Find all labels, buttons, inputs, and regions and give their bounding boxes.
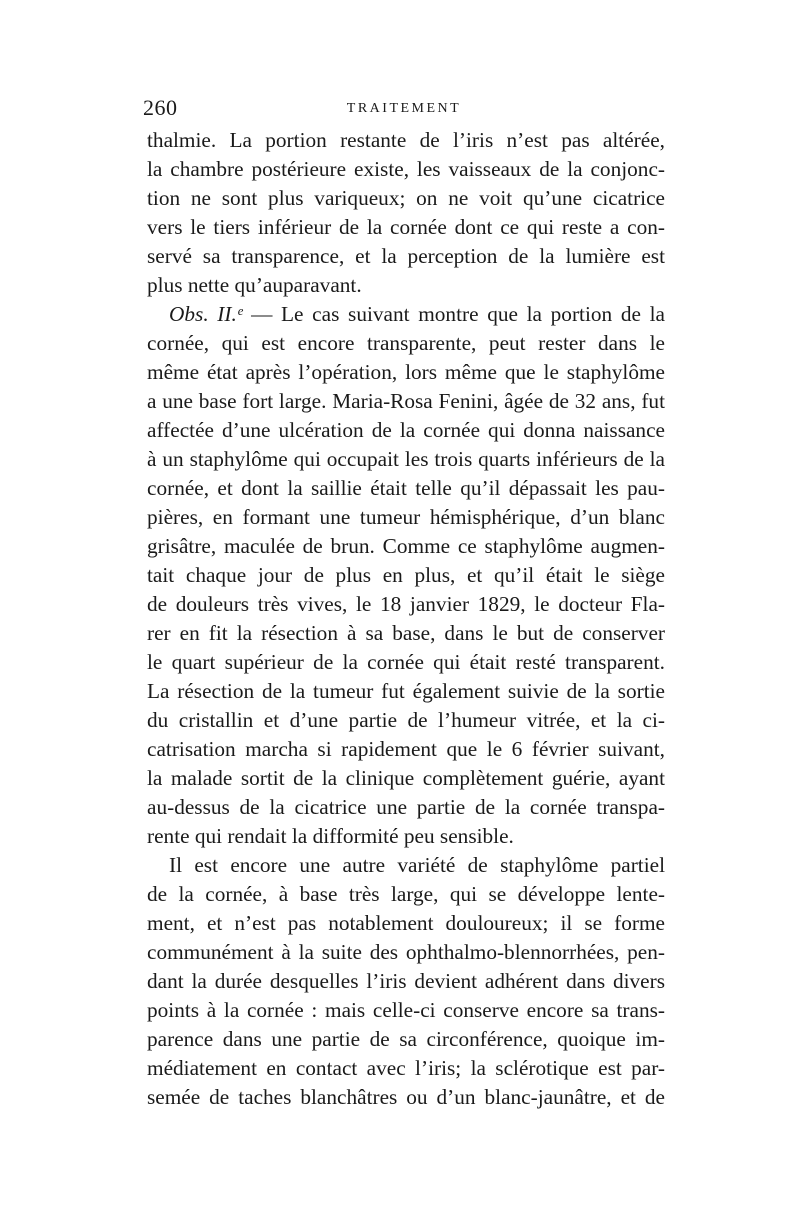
text-line: semée de taches blanchâtres ou d’un blanc-jaunâtre, et de — [147, 1085, 665, 1109]
text-line: rer en fit la résection à sa base, dans le but de conserver — [147, 621, 665, 645]
text-line: la chambre postérieure existe, les vaisseaux de la conjonc- — [147, 157, 665, 181]
text-line: de douleurs très vives, le 18 janvier 1829, le docteur Fla- — [147, 592, 665, 616]
text-line: de la cornée, à base très large, qui se développe lente- — [147, 882, 665, 906]
running-head — [143, 96, 665, 120]
text-line: cornée, et dont la saillie était telle qu’il dépassait les pau- — [147, 476, 665, 500]
text-line: rente qui rendait la difformité peu sensible. — [147, 824, 514, 848]
text-line: parence dans une partie de sa circonférence, quoique im- — [147, 1027, 665, 1051]
text-line: le quart supérieur de la cornée qui était resté transparent. — [147, 650, 665, 674]
text-line: servé sa transparence, et la perception de la lumière est — [147, 244, 665, 268]
text-line: vers le tiers inférieur de la cornée dont ce qui reste a con- — [147, 215, 665, 239]
text-line: dant la durée desquelles l’iris devient adhérent dans divers — [147, 969, 665, 993]
text-line: points à la cornée : mais celle-ci conserve encore sa trans- — [147, 998, 665, 1022]
text-line: ment, et n’est pas notablement douloureux; il se forme — [147, 911, 665, 935]
text-line: a une base fort large. Maria-Rosa Fenini, âgée de 32 ans, fut — [147, 389, 665, 413]
text-line: communément à la suite des ophthalmo-blennorrhées, pen- — [147, 940, 665, 964]
paragraph-observation — [147, 300, 665, 851]
text-line: même état après l’opération, lors même que le staphylôme — [147, 360, 665, 384]
text-line: au-dessus de la cicatrice une partie de la cornée transpa- — [147, 795, 665, 819]
text-line: catrisation marcha si rapidement que le 6 février suivant, — [147, 737, 665, 761]
text-line: La résection de la tumeur fut également suivie de la sortie — [147, 679, 665, 703]
text-line — [147, 300, 665, 329]
text-line: la malade sortit de la clinique complètement guérie, ayant — [147, 766, 665, 790]
body-text — [147, 126, 665, 1112]
paragraph — [147, 851, 665, 1112]
text-line: du cristallin et d’une partie de l’humeur vitrée, et la ci- — [147, 708, 665, 732]
text-line: tion ne sont plus variqueux; on ne voit qu’une cicatrice — [147, 186, 665, 210]
paragraph-continuation — [147, 126, 665, 300]
text-line: thalmie. La portion restante de l’iris n’est pas altérée, — [147, 128, 665, 152]
page-number: 260 — [143, 95, 178, 120]
observation-label: Obs. II.ᵉ — [169, 302, 243, 326]
text-line: médiatement en contact avec l’iris; la sclérotique est par- — [147, 1056, 665, 1080]
running-title: TRAITEMENT — [346, 101, 462, 116]
text-line: cornée, qui est encore transparente, peut rester dans le — [147, 331, 665, 355]
text-line: Il est encore une autre variété de staphylôme partiel — [169, 853, 665, 877]
text-line: tait chaque jour de plus en plus, et qu’il était le siège — [147, 563, 665, 587]
text-line: plus nette qu’auparavant. — [147, 273, 362, 297]
text-line: affectée d’une ulcération de la cornée qui donna naissance — [147, 418, 665, 442]
text-line: grisâtre, maculée de brun. Comme ce staphylôme augmen- — [147, 534, 665, 558]
text-line: à un staphylôme qui occupait les trois quarts inférieurs de la — [147, 447, 665, 471]
observation-lead-text: — Le cas suivant montre que la portion de la — [242, 302, 665, 326]
text-line: pières, en formant une tumeur hémisphérique, d’un blanc — [147, 505, 665, 529]
